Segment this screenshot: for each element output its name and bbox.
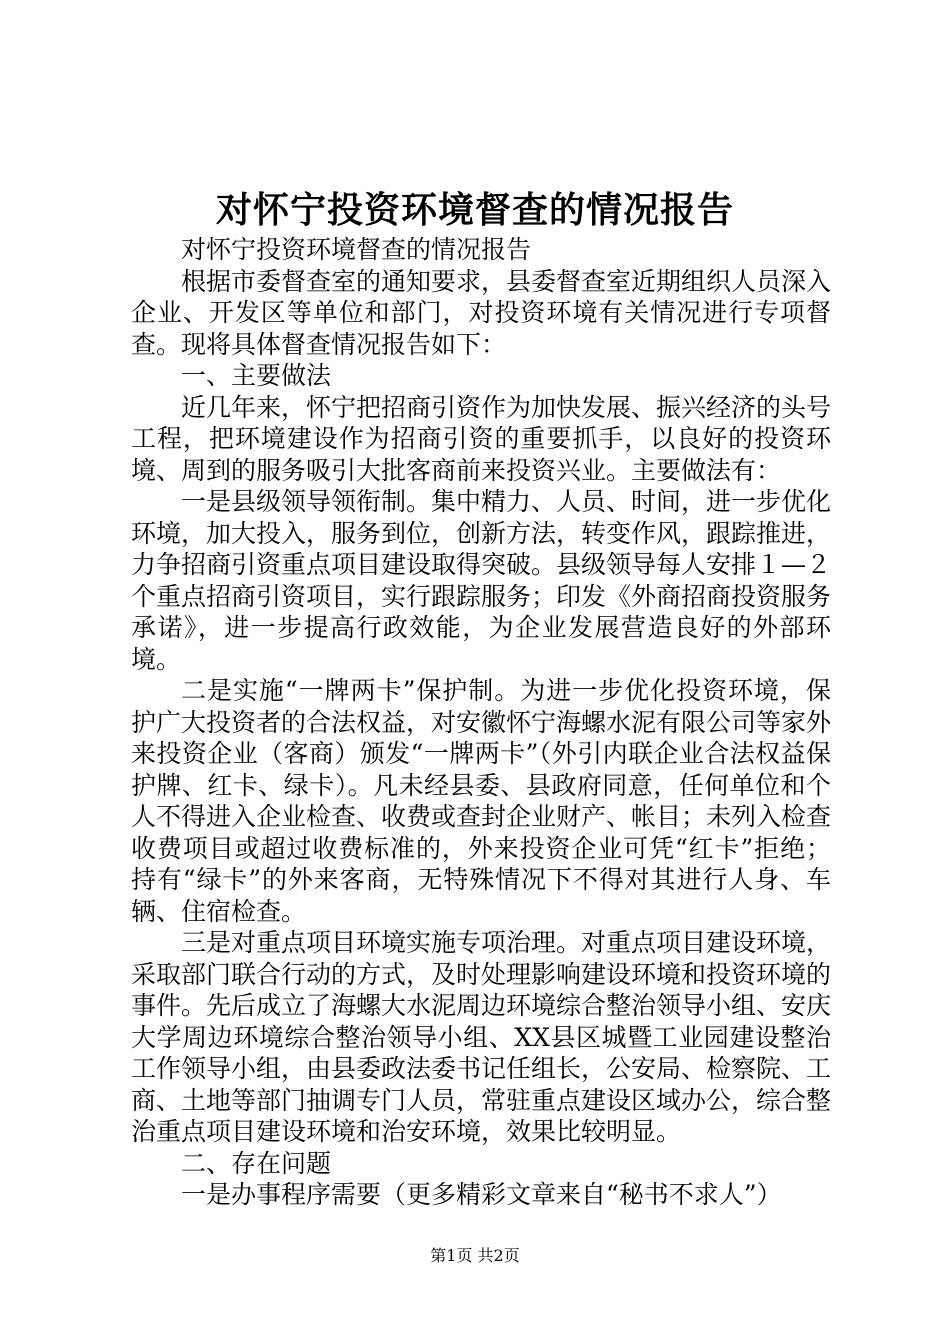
paragraph-problem-one: 一是办事程序需要（更多精彩文章来自“秘书不求人”） [181, 1180, 782, 1209]
paragraph-point-one: 一是县级领导领衔制。集中精力、人员、时间，进一步优化环境，加大投入，服务到位，创新方法，转变作风，跟踪推进，力争招商引资重点项目建设取得突破。县级领导每人安排１—２个重点招商引资项目，实行跟踪服务；印发《外商招商投资服务承诺》，进一步提高行政效能，为企业发展营造良好的外部环境。 [131, 487, 832, 674]
paragraph-overview: 近几年来，怀宁把招商引资作为加快发展、振兴经济的头号工程，把环境建设作为招商引资的重要抓手，以良好的投资环境、周到的服务吸引大批客商前来投资兴业。主要做法有： [131, 392, 832, 485]
section-heading-main-practices: 一、主要做法 [181, 361, 332, 390]
paragraph-point-two: 二是实施“一牌两卡”保护制。为进一步优化投资环境，保护广大投资者的合法权益，对安徽怀宁海螺水泥有限公司等家外来投资企业（客商）颁发“一牌两卡”（外引内联企业合法权益保护牌、红卡、绿卡）。凡未经县委、县政府同意，任何单位和个人不得进入企业检查、收费或查封企业财产、帐目；未列入检查收费项目或超过收费标准的，外来投资企业可凭“红卡”拒绝；持有“绿卡”的外来客商，无特殊情况下不得对其进行人身、车辆、住宿检查。 [131, 676, 832, 926]
paragraph-point-three: 三是对重点项目环境实施专项治理。对重点项目建设环境，采取部门联合行动的方式，及时处理影响建设环境和投资环境的事件。先后成立了海螺大水泥周边环境综合整治领导小组、安庆大学周边环境综合整治领导小组、XX县区城暨工业园建设整治工作领导小组，由县委政法委书记任组长，公安局、检察院、工商、土地等部门抽调专门人员，常驻重点建设区域办公，综合整治重点项目建设环境和治安环境，效果比较明显。 [131, 928, 832, 1146]
page-number-footer: 第1页 共2页 [430, 1246, 520, 1265]
paragraph-subtitle: 对怀宁投资环境督查的情况报告 [181, 235, 532, 264]
section-heading-problems: 二、存在问题 [181, 1148, 332, 1178]
paragraph-intro: 根据市委督查室的通知要求，县委督查室近期组织人员深入企业、开发区等单位和部门，对投资环境有关情况进行专项督查。现将具体督查情况报告如下： [131, 266, 832, 359]
document-body [131, 234, 831, 1211]
document-title: 对怀宁投资环境督查的情况报告 [215, 189, 734, 231]
